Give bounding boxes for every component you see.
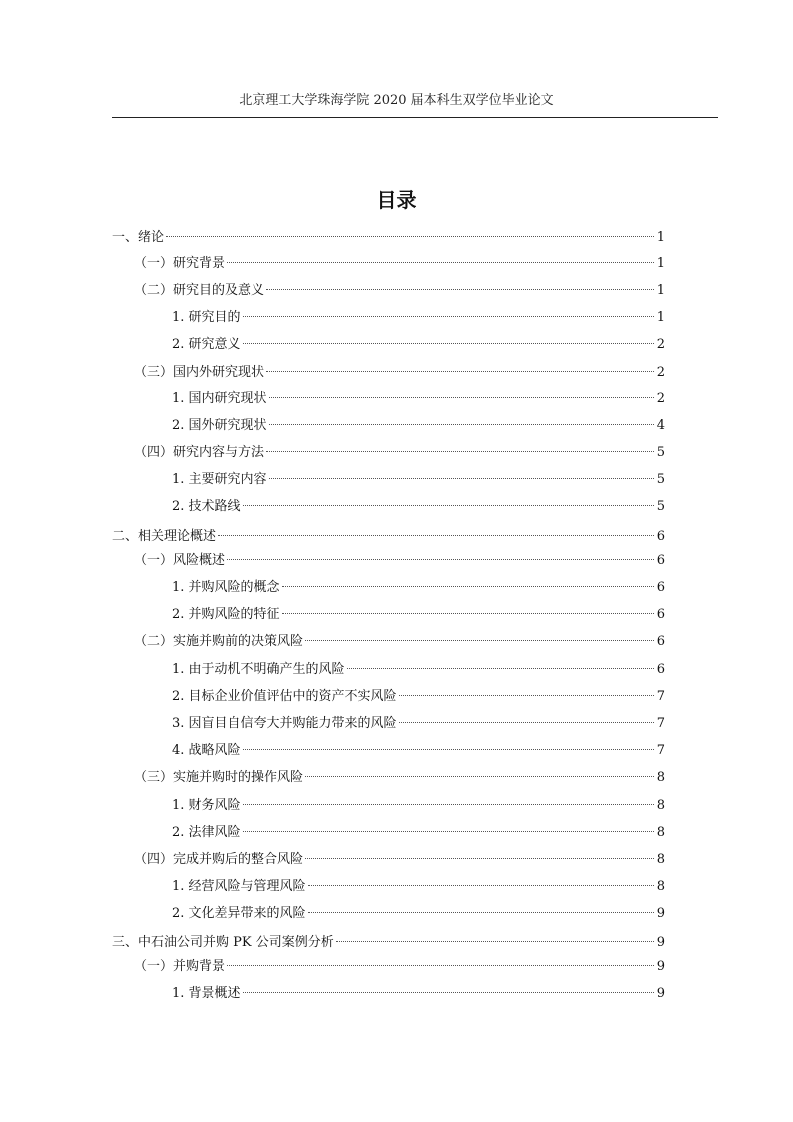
toc-entry-page: 6: [656, 580, 665, 595]
toc-entry-page: 8: [656, 852, 665, 867]
toc-dot-leader: [243, 749, 654, 750]
toc-entry-page: 6: [656, 607, 665, 622]
toc-dot-leader: [305, 858, 654, 859]
toc-entry[interactable]: [112, 528, 665, 546]
toc-entry-label: （三）实施并购时的操作风险: [134, 770, 304, 785]
toc-entry[interactable]: [134, 444, 665, 462]
toc-entry-page: 5: [656, 445, 665, 460]
toc-dot-leader: [269, 424, 654, 425]
toc-entry[interactable]: [172, 606, 665, 624]
toc-entry-label: （四）研究内容与方法: [134, 445, 265, 460]
toc-entry-page: 8: [656, 770, 665, 785]
toc-dot-leader: [347, 668, 654, 669]
toc-entry-page: 7: [656, 743, 665, 758]
toc-entry-page: 1: [656, 230, 665, 245]
toc-entry-page: 1: [656, 283, 665, 298]
toc-dot-leader: [243, 505, 654, 506]
toc-entry[interactable]: [172, 309, 665, 327]
toc-entry-page: 8: [656, 825, 665, 840]
toc-dot-leader: [227, 965, 654, 966]
toc-entry-label: 2. 目标企业价值评估中的资产不实风险: [172, 689, 397, 704]
toc-entry-page: 9: [656, 906, 665, 921]
toc-entry[interactable]: [172, 688, 665, 706]
toc-entry[interactable]: [112, 229, 665, 247]
toc-dot-leader: [243, 831, 654, 832]
toc-entry-page: 8: [656, 798, 665, 813]
toc-entry-page: 5: [656, 499, 665, 514]
toc-entry-page: 7: [656, 689, 665, 704]
toc-dot-leader: [305, 640, 654, 641]
toc-entry[interactable]: [112, 934, 665, 952]
toc-entry[interactable]: [134, 958, 665, 976]
toc-entry-page: 2: [656, 391, 665, 406]
toc-entry-label: 2. 法律风险: [172, 825, 241, 840]
toc-dot-leader: [243, 992, 654, 993]
toc-entry[interactable]: [172, 797, 665, 815]
toc-entry[interactable]: [134, 769, 665, 787]
toc-entry[interactable]: [134, 633, 665, 651]
toc-entry-page: 9: [656, 959, 665, 974]
toc-entry[interactable]: [172, 417, 665, 435]
toc-dot-leader: [266, 451, 654, 452]
toc-entry[interactable]: [172, 498, 665, 516]
toc-entry-label: （二）研究目的及意义: [134, 283, 265, 298]
toc-dot-leader: [243, 804, 654, 805]
toc-entry[interactable]: [134, 552, 665, 570]
toc-entry-label: 1. 研究目的: [172, 310, 241, 325]
toc-entry-label: 2. 文化差异带来的风险: [172, 906, 306, 921]
toc-entry-label: （三）国内外研究现状: [134, 365, 265, 380]
toc-entry-label: 1. 由于动机不明确产生的风险: [172, 662, 345, 677]
toc-entry-label: （一）并购背景: [134, 959, 226, 974]
toc-dot-leader: [243, 316, 654, 317]
toc-entry-label: 二、相关理论概述: [112, 529, 217, 544]
toc-entry-label: 4. 战略风险: [172, 743, 241, 758]
toc-entry-label: 1. 国内研究现状: [172, 391, 267, 406]
toc-dot-leader: [308, 912, 654, 913]
toc-entry[interactable]: [172, 742, 665, 760]
toc-entry-label: 2. 国外研究现状: [172, 418, 267, 433]
toc-entry[interactable]: [134, 851, 665, 869]
toc-entry-page: 6: [656, 553, 665, 568]
toc-dot-leader: [399, 695, 654, 696]
toc-entry-page: 2: [656, 337, 665, 352]
toc-entry-page: 6: [656, 634, 665, 649]
toc-entry-page: 2: [656, 365, 665, 380]
toc-dot-leader: [166, 236, 654, 237]
toc-dot-leader: [308, 885, 654, 886]
toc-entry[interactable]: [172, 579, 665, 597]
toc-dot-leader: [243, 343, 654, 344]
toc-entry[interactable]: [172, 985, 665, 1003]
toc-entry-label: 2. 研究意义: [172, 337, 241, 352]
toc-entry[interactable]: [172, 878, 665, 896]
toc-entry-page: 6: [656, 529, 665, 544]
toc-entry-label: 2. 并购风险的特征: [172, 607, 280, 622]
toc-entry-label: 一、绪论: [112, 230, 165, 245]
toc-entry-label: （四）完成并购后的整合风险: [134, 852, 304, 867]
toc-dot-leader: [399, 722, 654, 723]
toc-dot-leader: [266, 371, 654, 372]
toc-dot-leader: [282, 613, 654, 614]
toc-entry-page: 8: [656, 879, 665, 894]
toc-entry[interactable]: [172, 661, 665, 679]
toc-dot-leader: [305, 776, 654, 777]
toc-entry[interactable]: [134, 255, 665, 273]
toc-entry-label: 2. 技术路线: [172, 499, 241, 514]
toc-entry-label: 1. 并购风险的概念: [172, 580, 280, 595]
toc-entry-page: 4: [656, 418, 665, 433]
toc-entry-page: 6: [656, 662, 665, 677]
toc-entry-label: 3. 因盲目自信夸大并购能力带来的风险: [172, 716, 397, 731]
toc-entry[interactable]: [172, 471, 665, 489]
toc-entry-label: 1. 主要研究内容: [172, 472, 267, 487]
toc-dot-leader: [227, 559, 654, 560]
toc-entry-page: 1: [656, 256, 665, 271]
toc-entry-label: （一）风险概述: [134, 553, 226, 568]
toc-entry[interactable]: [134, 364, 665, 382]
header-rule: [112, 117, 718, 118]
toc-title: 目录: [376, 188, 417, 212]
toc-entry-label: （二）实施并购前的决策风险: [134, 634, 304, 649]
toc-entry-page: 9: [656, 986, 665, 1001]
toc-entry-label: 1. 财务风险: [172, 798, 241, 813]
toc-entry-label: （一）研究背景: [134, 256, 226, 271]
toc-entry-label: 三、中石油公司并购 PK 公司案例分析: [112, 935, 334, 950]
toc-entry[interactable]: [172, 824, 665, 842]
toc-entry[interactable]: [172, 715, 665, 733]
toc-entry-page: 9: [656, 935, 665, 950]
toc-entry-page: 7: [656, 716, 665, 731]
toc-entry[interactable]: [172, 905, 665, 923]
running-header: 北京理工大学珠海学院 2020 届本科生双学位毕业论文: [239, 93, 554, 108]
toc-dot-leader: [227, 262, 654, 263]
toc-dot-leader: [282, 586, 654, 587]
toc-entry-label: 1. 经营风险与管理风险: [172, 879, 306, 894]
toc-dot-leader: [269, 478, 654, 479]
toc-dot-leader: [218, 535, 654, 536]
toc-entry-label: 1. 背景概述: [172, 986, 241, 1001]
toc-entry-page: 5: [656, 472, 665, 487]
toc-entry-page: 1: [656, 310, 665, 325]
toc-entry[interactable]: [134, 282, 665, 300]
toc-entry[interactable]: [172, 390, 665, 408]
toc-dot-leader: [269, 397, 654, 398]
toc-dot-leader: [266, 289, 654, 290]
toc-entry[interactable]: [172, 336, 665, 354]
toc-dot-leader: [336, 941, 654, 942]
